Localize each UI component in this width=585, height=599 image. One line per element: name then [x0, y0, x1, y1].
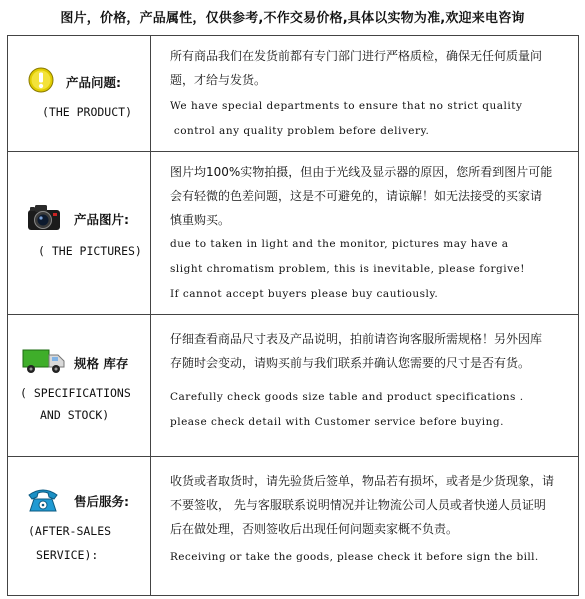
product-title-en: (THE PRODUCT) [42, 104, 133, 119]
after-sales-cn-line-2: 不要签收， 先与客服联系说明情况并让物流公司人员或者快递人员证明 [170, 498, 546, 512]
pictures-en-line-1: due to taken in light and the monitor, pictures may have a [170, 238, 509, 250]
table-row-product [8, 36, 579, 152]
table-row-specifications [8, 315, 579, 457]
after-sales-desc-cell [151, 457, 579, 596]
product-cn-line-2: 题，才给与发货。 [170, 73, 267, 87]
after-sales-en-line-1: Receiving or take the goods, please check it before sign the bill. [170, 551, 539, 563]
specifications-desc-cell [151, 315, 579, 457]
pictures-cn-line-3: 慎重购买。 [170, 213, 231, 227]
product-desc-cell [151, 36, 579, 152]
pictures-label-cell [8, 152, 151, 315]
table-row-pictures [8, 152, 579, 315]
specifications-cn-line-2: 存随时会变动，请购买前与我们联系并确认您需要的尺寸是否有货。 [170, 356, 531, 370]
warning-icon [28, 67, 54, 97]
after-sales-cn-line-1: 收货或者取货时，请先验货后签单，物品若有损坏，或者是少货现象，请 [170, 474, 555, 488]
specifications-title: 规格 库存 [74, 355, 129, 371]
pictures-desc-cell [151, 152, 579, 315]
after-sales-title-en-2: SERVICE): [36, 548, 99, 562]
product-en-line-1: We have special departments to ensure that no strict quality [170, 100, 523, 112]
truck-icon [22, 346, 66, 380]
specifications-title-en: ( SPECIFICATIONS [20, 385, 131, 400]
specifications-cn-line-1: 仔细查看商品尺寸表及产品说明，拍前请咨询客服所需规格！另外因库 [170, 332, 543, 346]
info-table [7, 35, 579, 596]
after-sales-title-en: (AFTER-SALES [28, 524, 112, 538]
product-cn-line-1: 所有商品我们在发货前都有专门部门进行严格质检，确保无任何质量问 [170, 49, 543, 63]
product-en-line-2: control any quality problem before delivery. [170, 125, 430, 137]
pictures-title: 产品图片: [74, 212, 129, 227]
specifications-label-cell [8, 315, 151, 457]
after-sales-label-cell [8, 457, 151, 596]
pictures-en-line-3: If cannot accept buyers please buy cautiously. [170, 288, 439, 300]
after-sales-cn-line-3: 后在做处理，否则签收后出现任何问题卖家概不负责。 [170, 522, 459, 536]
pictures-cn-line-2: 会有轻微的色差问题，这是不可避免的，请谅解！如无法接受的买家请 [170, 189, 543, 203]
after-sales-title: 售后服务: [74, 494, 129, 509]
camera-icon [26, 202, 62, 236]
pictures-en-line-2: slight chromatism problem, this is inevitable, please forgive! [170, 263, 525, 275]
telephone-icon [26, 485, 60, 517]
pictures-title-en: ( THE PICTURES) [38, 244, 142, 258]
table-row-after-sales [8, 457, 579, 596]
specifications-title-en-2: AND STOCK) [40, 407, 110, 422]
specifications-en-line-1: Carefully check goods size table and product specifications . [170, 391, 524, 403]
pictures-cn-line-1: 图片均100%实物拍摄，但由于光线及显示器的原因，您所看到图片可能 [170, 165, 553, 179]
specifications-en-line-2: please check detail with Customer service before buying. [170, 416, 504, 428]
product-title: 产品问题: [66, 74, 121, 90]
product-label-cell [8, 36, 151, 152]
page-header: 图片，价格，产品属性，仅供参考,不作交易价格,具体以实物为准,欢迎来电咨询 [60, 11, 525, 26]
